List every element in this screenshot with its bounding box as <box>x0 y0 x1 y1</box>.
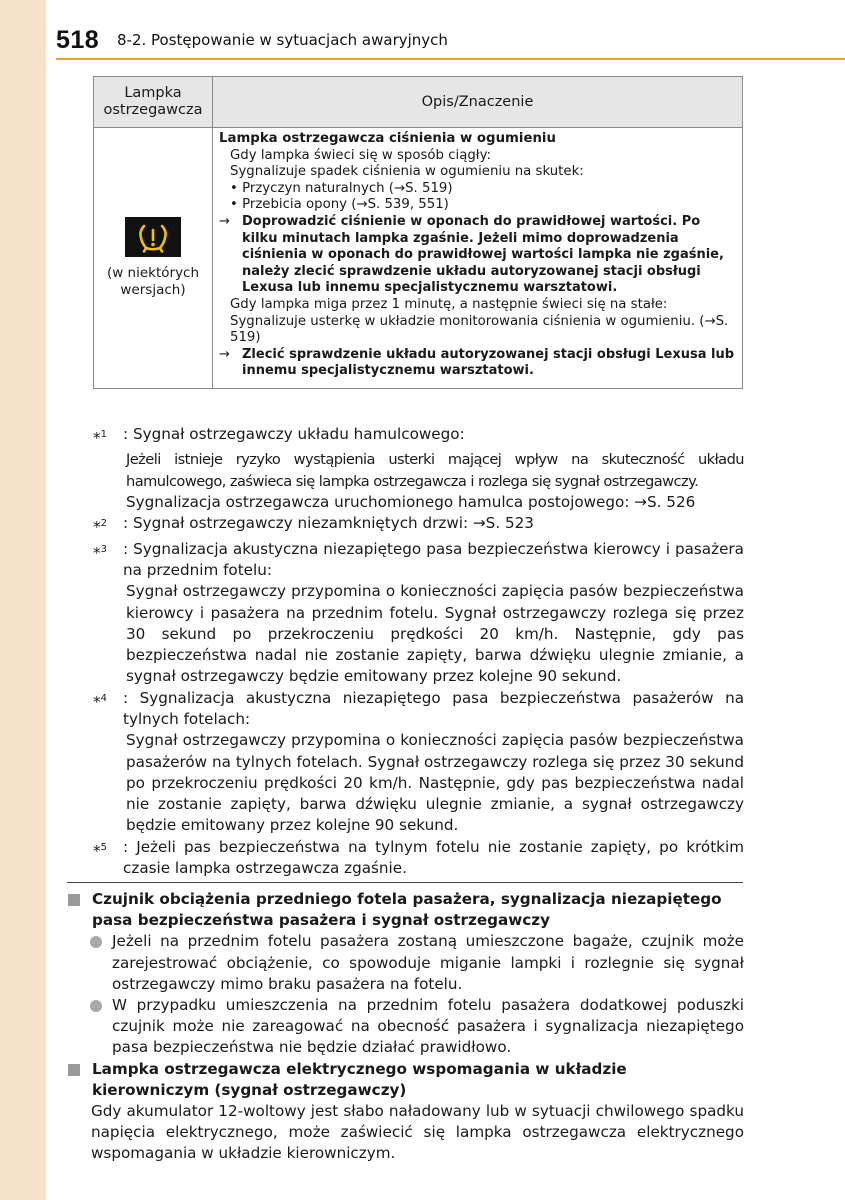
desc-bullet: • Przyczyn naturalnych (→S. 519) <box>230 180 453 196</box>
warning-lamp-table <box>93 76 743 389</box>
footnote-marker: *$^1$ <box>93 429 107 448</box>
desc-condition-1: Gdy lampka świeci się w sposób ciągły: <box>230 147 491 163</box>
footnote-paragraph: Sygnalizacja ostrzegawcza uruchomionego hamulca postojowego: →S. 526 <box>126 492 696 511</box>
footnote-heading: : Sygnał ostrzegawczy układu hamulcowego: <box>123 425 465 443</box>
section-paragraph: Gdy akumulator 12-woltowy jest słabo naładowany lub w sytuacji chwilowego spadku napięcia elektrycznego, może zaświecić się lampka ostrzegawcza elektrycznego wspomagania w układzie kierowniczym. <box>91 1102 744 1163</box>
lamp-caption: (w niektórych wersjach) <box>106 264 200 298</box>
footnote-1 <box>93 424 744 513</box>
footnotes <box>93 424 744 879</box>
footnote-heading: : Sygnał ostrzegawczy niezamkniętych drzwi: →S. 523 <box>123 514 534 533</box>
list-item <box>68 931 744 995</box>
arrow-icon: → <box>219 346 230 362</box>
circle-bullet-icon <box>90 936 102 948</box>
footnote-paragraph: Sygnał ostrzegawczy przypomina o konieczności zapięcia pasów bezpieczeństwa pasażerów na tylnych fotelach. Sygnał ostrzegawczy rozlega się przez 30 sekund po przekroczeniu prędkości 20 km/h. Następnie, gdy pas bezpieczeństwa nadal nie zostanie zapięty, barwa dźwięku ulegnie zmianie, a sygnał ostrzegawczy będzie emitowany przez kolejne 90 sekund. <box>126 731 744 835</box>
desc-action-1-text: Doprowadzić ciśnienie w oponach do prawidłowej wartości. Po kilku minutach lampka zgaśnie. Jeżeli mimo doprowadzenia ciśnienia w oponach do prawidłowej wartości lampka nie zgaśnie, należy zlecić sprawdzenie układu autoryzowanej stacji obsługi Lexusa lub innemu specjalistycznemu warsztatowi. <box>242 213 724 296</box>
desc-condition-2: Gdy lampka miga przez 1 minutę, a następnie świeci się na stałe: <box>230 296 668 312</box>
table-row <box>94 128 743 389</box>
page-header <box>56 26 750 60</box>
description-cell <box>213 128 743 389</box>
section-heading-2 <box>68 1059 744 1101</box>
desc-condition-2-text: Sygnalizuje usterkę w układzie monitorowania ciśnienia w ogumieniu. (→S. 519) <box>230 313 729 346</box>
circle-bullet-icon <box>90 1000 102 1012</box>
desc-bullet-text: Przyczyn naturalnych (→S. 519) <box>242 180 453 196</box>
lamp-cell <box>94 128 213 389</box>
side-strip <box>0 0 46 1200</box>
footnote-3 <box>93 539 744 688</box>
footnote-paragraph: Sygnał ostrzegawczy przypomina o konieczności zapięcia pasów bezpieczeństwa kierowcy i pasażera na przednim fotelu. Sygnał ostrzegawczy rozlega się przez 30 sekund po przekroczeniu prędkości 20 km/h. Następnie, gdy pas bezpieczeństwa nadal nie zostanie zapięty, barwa dźwięku ulegnie zmianie, a sygnał ostrzegawczy będzie emitowany przez kolejne 90 sekund. <box>126 582 744 686</box>
header-rule <box>56 58 845 60</box>
desc-bullet: • Przebicia opony (→S. 539, 551) <box>230 197 449 213</box>
footnote-paragraph: Jeżeli istnieje ryzyko wystąpienia usterki mającej wpływ na skuteczność układu hamulcowego, zaświeca się lampka ostrzegawcza i rozlega się sygnał ostrzegawczy. <box>126 451 744 490</box>
col-header-desc: Opis/Znaczenie <box>213 77 743 128</box>
desc-action-1 <box>219 214 736 297</box>
footnote-2 <box>93 513 744 538</box>
list-item-text: W przypadku umieszczenia na przednim fotelu pasażera dodatkowej poduszki czujnik może nie zareagować na obecność pasażera i sygnalizacja niezapiętego pasa bezpieczeństwa nie będzie działać prawidłowo. <box>112 996 744 1057</box>
desc-action-2-text: Zlecić sprawdzenie układu autoryzowanej stacji obsługi Lexusa lub innemu specjalistycznemu warsztatowi. <box>242 346 735 379</box>
section-heading-1 <box>68 889 744 931</box>
desc-action-2 <box>219 347 736 380</box>
square-bullet-icon <box>68 894 80 906</box>
footnote-heading: : Sygnalizacja akustyczna niezapiętego pasa bezpieczeństwa pasażerów na tylnych fotelach: <box>123 688 744 728</box>
arrow-icon: → <box>219 213 230 229</box>
desc-condition-1-text: Sygnalizuje spadek ciśnienia w ogumieniu na skutek: <box>230 164 584 180</box>
list-item-text: Jeżeli na przednim fotelu pasażera zostaną umieszczone bagaże, czujnik może zarejestrować obciążenie, co spowoduje miganie lampki i rozlegnie się sygnał ostrzegawczy mimo braku pasażera na fotelu. <box>112 932 744 993</box>
desc-bullet-text: Przebicia opony (→S. 539, 551) <box>242 197 449 213</box>
footnote-heading: : Jeżeli pas bezpieczeństwa na tylnym fotelu nie zostanie zapięty, po krótkim czasie lampka ostrzegawcza zgaśnie. <box>123 837 744 878</box>
footnote-marker: *$^3$ <box>93 543 107 562</box>
page-number: 518 <box>56 26 100 54</box>
footnote-5 <box>93 837 744 880</box>
footnote-marker: *$^5$ <box>93 841 107 860</box>
footnote-marker: *$^4$ <box>93 692 107 711</box>
footnote-heading: : Sygnalizacja akustyczna niezapiętego pasa bezpieczeństwa kierowcy i pasażera na przednim fotelu: <box>123 539 744 579</box>
desc-title: Lampka ostrzegawcza ciśnienia w ogumieniu <box>219 131 556 146</box>
section-heading-1-text: Czujnik obciążenia przedniego fotela pasażera, sygnalizacja niezapiętego pasa bezpieczeństwa pasażera i sygnał ostrzegawczy <box>92 890 722 930</box>
footnote-4 <box>93 688 744 837</box>
tire-pressure-warning-icon <box>125 217 181 257</box>
section-divider <box>67 882 743 883</box>
info-sections <box>68 889 744 1165</box>
list-item <box>68 995 744 1059</box>
section-title: 8-2. Postępowanie w sytuacjach awaryjnych <box>117 31 448 49</box>
table-header-row <box>94 77 743 128</box>
square-bullet-icon <box>68 1064 80 1076</box>
col-header-lamp: Lampka ostrzegawcza <box>94 77 213 128</box>
section-heading-2-text: Lampka ostrzegawcza elektrycznego wspomagania w układzie kierowniczym (sygnał ostrzegawczy) <box>92 1059 627 1099</box>
footnote-marker: *$^2$ <box>93 518 107 537</box>
